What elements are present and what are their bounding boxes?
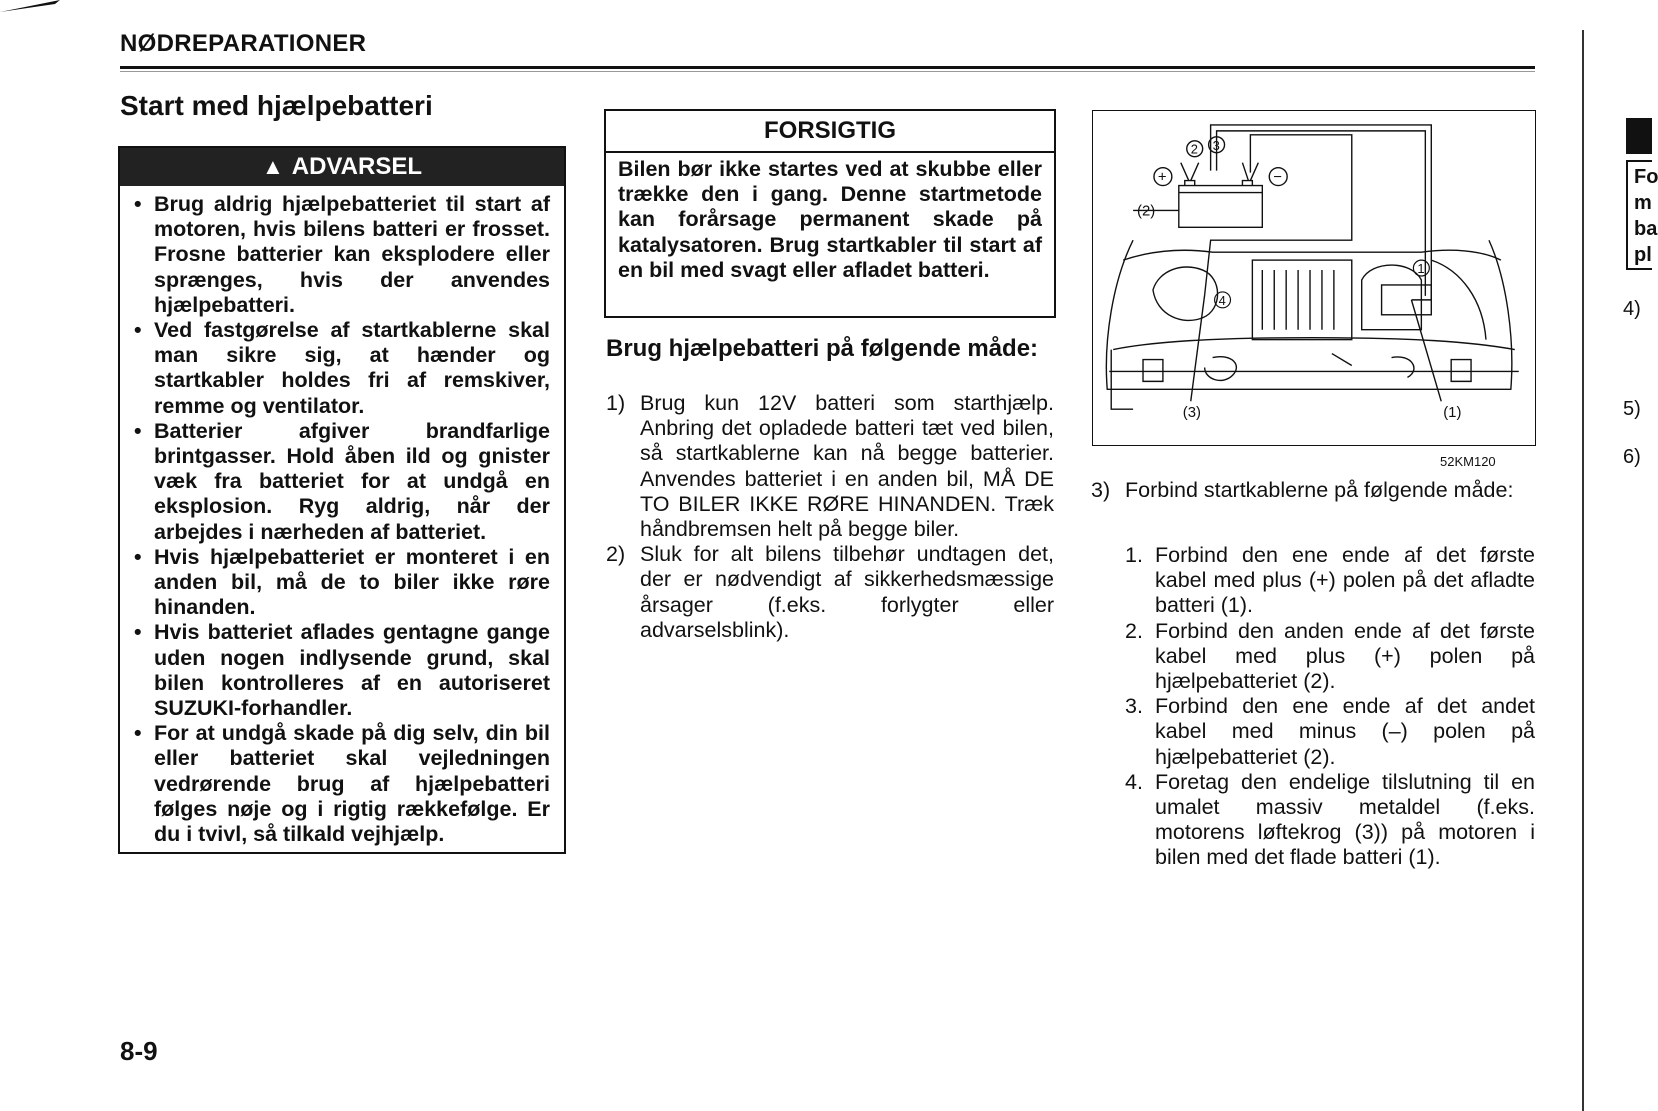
step-number: 3) <box>1091 478 1111 502</box>
step-item <box>606 542 1054 643</box>
sub-step-item <box>1125 769 1535 871</box>
warning-item: • Ved fastgørelse af startkablerne skal man sikre sig, at hænder og startkabler holdes fri af remskiver, remme og ventilator. <box>130 318 550 419</box>
diagram-circle-3: 3 <box>1212 137 1220 153</box>
step-number: 2) <box>606 542 626 567</box>
corner-mark <box>0 0 60 12</box>
diagram-circle-1: 1 <box>1417 261 1425 277</box>
warning-item: • For at undgå skade på dig selv, din bil eller batteriet skal vejledningen vedrørende brug af hjælpebatteri følges nøje og i rigtig rækkefølge. Er du i tvivl, så tilkald vejhjælp. <box>130 721 550 847</box>
sub-step-number: 3. <box>1125 694 1143 719</box>
diagram-label-3: (3) <box>1182 405 1202 422</box>
sub-step-text: Forbind den ene ende af det andet kabel med minus (–) polen på hjælpebatteriet (2). <box>1155 694 1535 769</box>
sub-step-text: Foretag den endelige tilslutning til en umalet massiv metaldel (f.eks. motorens løftekrog (3)) på motoren i bilen med det flade batteri (1). <box>1155 769 1535 870</box>
step-text: Forbind startkablerne på følgende måde: <box>1125 478 1514 502</box>
page-number: 8-9 <box>120 1036 158 1066</box>
warning-item: • Hvis batteriet aflades gentagne gange uden nogen indlysende grund, skal bilen kontrolleres af en autoriseret SUZUKI-forhandler. <box>130 620 550 721</box>
diagram-label-1: (1) <box>1443 405 1462 422</box>
usage-title: Brug hjælpebatteri på følgende måde: <box>606 335 1039 362</box>
caution-box <box>604 109 1056 318</box>
page-gutter-line <box>1582 30 1584 1111</box>
step-text: Sluk for alt bilens tilbehør undtagen det, der er nødvendigt af sikkerhedsmæssige årsager (f.eks. forlygter eller advarselsblink). <box>640 542 1054 642</box>
warning-triangle-icon: ▲ <box>261 154 284 179</box>
step-number: 1) <box>606 391 626 415</box>
diagram-minus: − <box>1273 169 1282 186</box>
next-page-number: 4) <box>1623 298 1641 320</box>
diagram-plus: + <box>1157 169 1167 186</box>
sub-step-item <box>1125 618 1535 695</box>
caution-text: Bilen bør ikke startes ved at skubbe eller trække den i gang. Denne startmetode kan forårsage permanent skade på katalysatoren. Brug startkabler til start af en bil med svagt eller afladet batteri. <box>618 157 1042 282</box>
warning-item: • Batterier afgiver brandfarlige brintgasser. Hold åben ild og gnister væk fra batteriet for at undgå en eksplosion. Ryg aldrig, når der arbejdes i nærheden af batteriet. <box>130 419 550 545</box>
next-page-number: 5) <box>1623 398 1641 420</box>
step-list <box>606 391 1054 643</box>
next-page-tab <box>1626 118 1652 154</box>
step-item <box>1091 478 1535 503</box>
diagram-code: 52KM120 <box>1440 454 1496 469</box>
next-page-text: m <box>1634 192 1652 214</box>
warning-heading <box>120 148 564 186</box>
header-rule-thin <box>120 71 1535 72</box>
warning-list <box>130 192 550 847</box>
jump-start-diagram <box>1092 110 1536 446</box>
diagram-circle-4: 4 <box>1218 292 1226 308</box>
next-page-text: Fo <box>1634 166 1658 188</box>
caution-heading: FORSIGTIG <box>606 111 1054 153</box>
section-title: Start med hjælpebatteri <box>120 90 433 121</box>
step-item <box>606 391 1054 542</box>
warning-box <box>118 146 566 854</box>
sub-step-number: 2. <box>1125 618 1143 643</box>
sub-step-number: 4. <box>1125 769 1143 794</box>
next-page-text: ba <box>1634 218 1658 240</box>
sub-step-list <box>1125 543 1535 871</box>
diagram-label-2: (2) <box>1137 203 1156 220</box>
next-page-text: pl <box>1634 244 1652 266</box>
sub-step-text: Forbind den anden ende af det første kabel med plus (+) polen på hjælpebatteriet (2). <box>1155 618 1535 694</box>
sub-step-text: Forbind den ene ende af det første kabel med plus (+) polen på det afladte batteri (1). <box>1155 543 1535 618</box>
step-text: Brug kun 12V batteri som starthjælp. Anbring det opladede batteri tæt ved bilen, så startkablerne kan nå begge batterier. Anvendes batteriet i en anden bil, MÅ DE TO BILER IKKE RØRE HINANDEN. Træk håndbremsen helt på begge biler. <box>640 391 1054 542</box>
header-rule <box>120 66 1535 69</box>
warning-heading-label: ADVARSEL <box>291 153 422 180</box>
chapter-header: NØDREPARATIONER <box>120 30 367 57</box>
sub-step-item <box>1125 543 1535 619</box>
warning-item: • Brug aldrig hjælpebatteriet til start af motoren, hvis bilens batteri er frosset. Frosne batterier kan eksplodere eller sprænges, hvis der anvendes hjælpebatteri. <box>130 192 550 318</box>
next-page-number: 6) <box>1623 446 1641 468</box>
step-list-continued <box>1091 478 1535 503</box>
warning-item: • Hvis hjælpebatteriet er monteret i en anden bil, må de to biler ikke røre hinanden. <box>130 545 550 621</box>
sub-step-item <box>1125 694 1535 770</box>
sub-step-number: 1. <box>1125 543 1143 567</box>
diagram-circle-2: 2 <box>1190 141 1198 157</box>
